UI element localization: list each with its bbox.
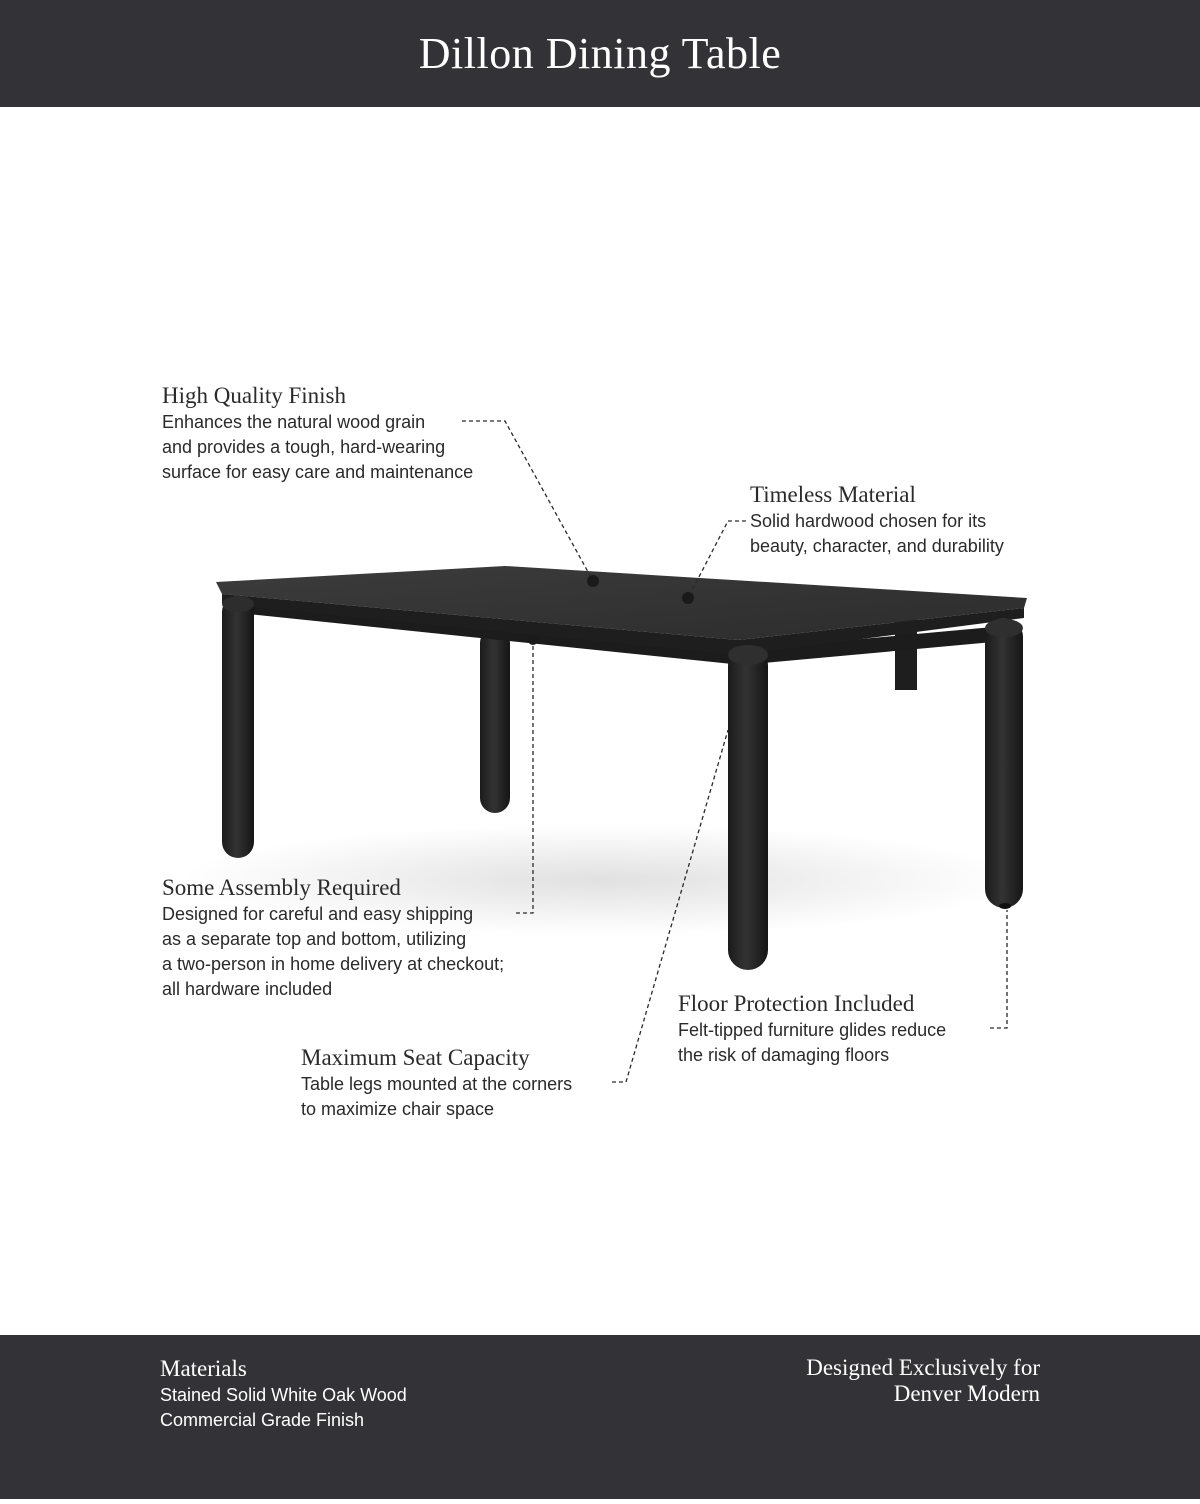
- callout-line: Enhances the natural wood grain: [162, 412, 426, 432]
- materials-title: Materials: [160, 1356, 247, 1381]
- materials-section: [160, 1355, 407, 1433]
- callout-title: Timeless Material: [750, 482, 916, 507]
- designed-line: Designed Exclusively for: [806, 1355, 1040, 1380]
- leader-floor: [990, 910, 1007, 1028]
- callout-line: a two-person in home delivery at checkout;: [162, 954, 505, 974]
- leader-finish: [462, 421, 593, 581]
- callout-line: as a separate top and bottom, utilizing: [162, 929, 467, 949]
- front-leg-left: [222, 596, 254, 858]
- callout-line: to maximize chair space: [301, 1099, 495, 1119]
- callout-maximum-seat-capacity: [301, 1044, 572, 1122]
- designed-exclusively-note: [806, 1355, 1040, 1407]
- callout-line: Table legs mounted at the corners: [301, 1074, 573, 1094]
- callout-line: Designed for careful and easy shipping: [162, 904, 474, 924]
- front-leg-right-back: [985, 618, 1023, 909]
- dot-material: [682, 592, 694, 604]
- footer-bar: [0, 1335, 1200, 1499]
- callout-line: the risk of damaging floors: [678, 1045, 890, 1065]
- callout-title: Floor Protection Included: [678, 991, 915, 1016]
- materials-line: Stained Solid White Oak Wood: [160, 1385, 407, 1405]
- callout-line: and provides a tough, hard-wearing: [162, 437, 446, 457]
- page-title: Dillon Dining Table: [418, 29, 782, 78]
- materials-line: Commercial Grade Finish: [160, 1410, 365, 1430]
- callout-line: beauty, character, and durability: [750, 536, 1004, 556]
- dot-assembly: [528, 635, 538, 645]
- designed-line: Denver Modern: [893, 1381, 1040, 1406]
- callout-high-quality-finish: [162, 382, 473, 485]
- callout-some-assembly-required: [162, 874, 504, 1002]
- callout-title: Maximum Seat Capacity: [301, 1045, 530, 1070]
- callout-line: Solid hardwood chosen for its: [750, 511, 987, 531]
- callout-line: all hardware included: [162, 979, 333, 999]
- front-leg-right-front: [728, 645, 768, 970]
- callout-timeless-material: [750, 481, 1004, 559]
- callout-line: Felt-tipped furniture glides reduce: [678, 1020, 947, 1040]
- callout-line: surface for easy care and maintenance: [162, 462, 474, 482]
- callout-title: High Quality Finish: [162, 383, 347, 408]
- callout-floor-protection-included: [678, 990, 946, 1068]
- dot-finish: [587, 575, 599, 587]
- callout-title: Some Assembly Required: [162, 875, 401, 900]
- back-leg-left: [480, 628, 510, 813]
